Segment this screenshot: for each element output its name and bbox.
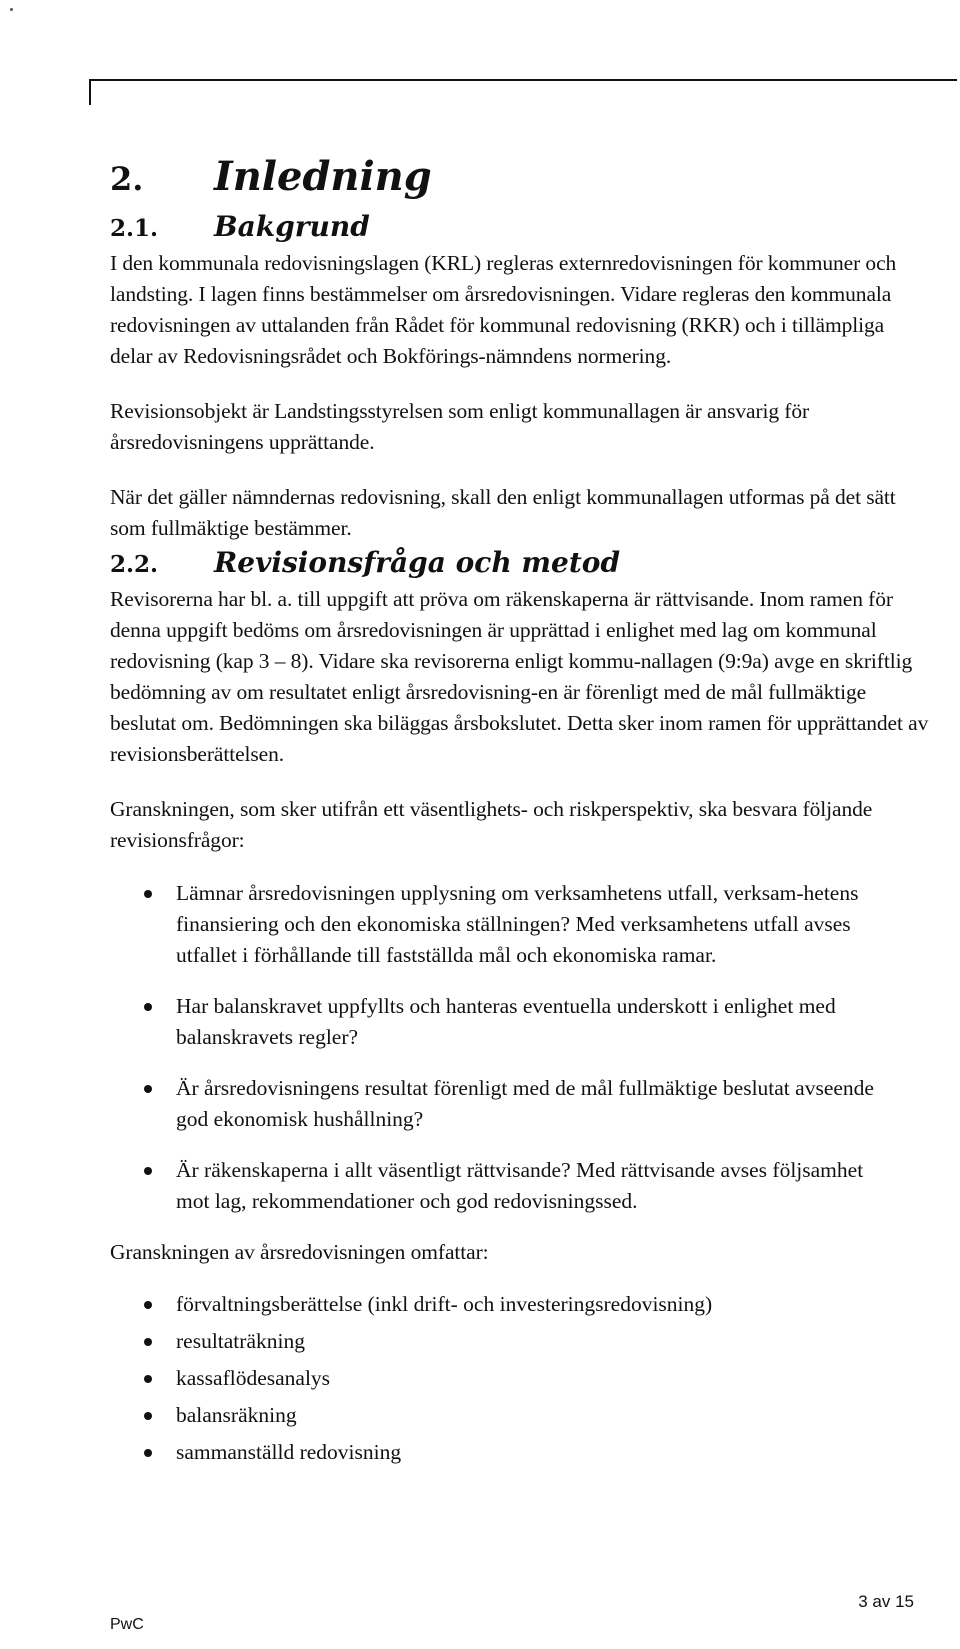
bullet-icon <box>144 1167 152 1175</box>
bullet-icon <box>144 1449 152 1457</box>
paragraph-revisorerna: Revisorerna har bl. a. till uppgift att pröva om räkenskaperna är rättvisande. Inom ramen för denna uppgift bedöms om årsredovisningen är upprättad i enlighet med lag om kommunal redovisning (kap 3 – 8). Vidare ska revisorerna enligt kommu-nallagen (9:9a) avge en skriftlig bedömning av om resultatet enligt årsredovisning-en är förenligt med de mål fullmäktige beslutat om. Bedömningen ska biläggas årsbokslutet. Detta sker inom ramen för upprättandet av revisionsberättelsen. <box>110 587 929 766</box>
scan-speck <box>10 8 13 11</box>
chapter-title: Inledning <box>214 153 432 200</box>
list-item <box>110 1360 930 1397</box>
header-rule <box>89 79 957 81</box>
list-item-text: sammanställd redovisning <box>176 1440 402 1464</box>
bullet-icon <box>144 1003 152 1011</box>
header-rule-corner <box>89 79 91 105</box>
list-item <box>110 1323 930 1360</box>
chapter-number: 2. <box>110 160 144 198</box>
scope-list <box>110 1286 930 1471</box>
main-content <box>110 146 930 1471</box>
bullet-icon <box>144 1338 152 1346</box>
section-heading-bakgrund <box>110 208 930 248</box>
list-item-text: Lämnar årsredovisningen upplysning om verksamhetens utfall, verksam-hetens finansiering och den ekonomiska ställningen? Med verksamhetens utfall avses utfallet i förhållande till fastställda mål och ekonomiska ramar. <box>176 881 859 967</box>
list-item-text: Har balanskravet uppfyllts och hanteras eventuella underskott i enlighet med balanskravets regler? <box>176 994 836 1049</box>
chapter-heading <box>110 146 930 208</box>
question-list <box>110 878 930 1217</box>
section-number: 2.1. <box>110 215 159 242</box>
section-title: Revisionsfråga och metod <box>214 546 621 579</box>
list-item <box>110 1434 930 1471</box>
list-item-text: Är räkenskaperna i allt väsentligt rättvisande? Med rättvisande avses följsamhet mot lag, rekommendationer och god redovisningssed. <box>176 1158 864 1213</box>
paragraph-revisionsobjekt: Revisionsobjekt är Landstingsstyrelsen som enligt kommunallagen är ansvarig för årsredovisningens upprättande. <box>110 399 810 454</box>
bullet-icon <box>144 1375 152 1383</box>
list-item <box>110 1286 930 1323</box>
bullet-icon <box>144 890 152 898</box>
list-item <box>110 1073 876 1135</box>
paragraph-scope-lead: Granskningen av årsredovisningen omfattar: <box>110 1240 489 1264</box>
footer-company: PwC <box>110 1616 144 1633</box>
bullet-icon <box>144 1301 152 1309</box>
section-title: Bakgrund <box>214 210 370 243</box>
list-item-text: kassaflödesanalys <box>176 1366 331 1390</box>
section-number: 2.2. <box>110 551 159 578</box>
section-heading-revisionsfraga <box>110 544 930 584</box>
list-item <box>110 991 876 1053</box>
list-item-text: resultaträkning <box>176 1329 305 1353</box>
paragraph-krl: I den kommunala redovisningslagen (KRL) regleras externredovisningen för kommuner och landsting. I lagen finns bestämmelser om årsredovisningen. Vidare regleras den kommunala redovisningen av uttalanden från Rådet för kommunal redovisning (RKR) och i tillämpliga delar av Redovisningsrådet och Bokförings-nämndens normering. <box>110 251 897 368</box>
list-item-text: balansräkning <box>176 1403 297 1427</box>
list-item <box>110 1397 930 1434</box>
paragraph-questions-lead: Granskningen, som sker utifrån ett väsentlighets- och riskperspektiv, ska besvara följande revisionsfrågor: <box>110 797 873 852</box>
bullet-icon <box>144 1412 152 1420</box>
footer-page-number: 3 av 15 <box>858 1592 914 1611</box>
list-item <box>110 878 876 971</box>
list-item-text: förvaltningsberättelse (inkl drift- och investeringsredovisning) <box>176 1292 713 1316</box>
list-item-text: Är årsredovisningens resultat förenligt med de mål fullmäktige beslutat avseende god ekonomisk hushållning? <box>176 1076 874 1131</box>
list-item <box>110 1155 876 1217</box>
paragraph-namnder: När det gäller nämndernas redovisning, skall den enligt kommunallagen utformas på det sätt som fullmäktige bestämmer. <box>110 485 896 540</box>
bullet-icon <box>144 1085 152 1093</box>
